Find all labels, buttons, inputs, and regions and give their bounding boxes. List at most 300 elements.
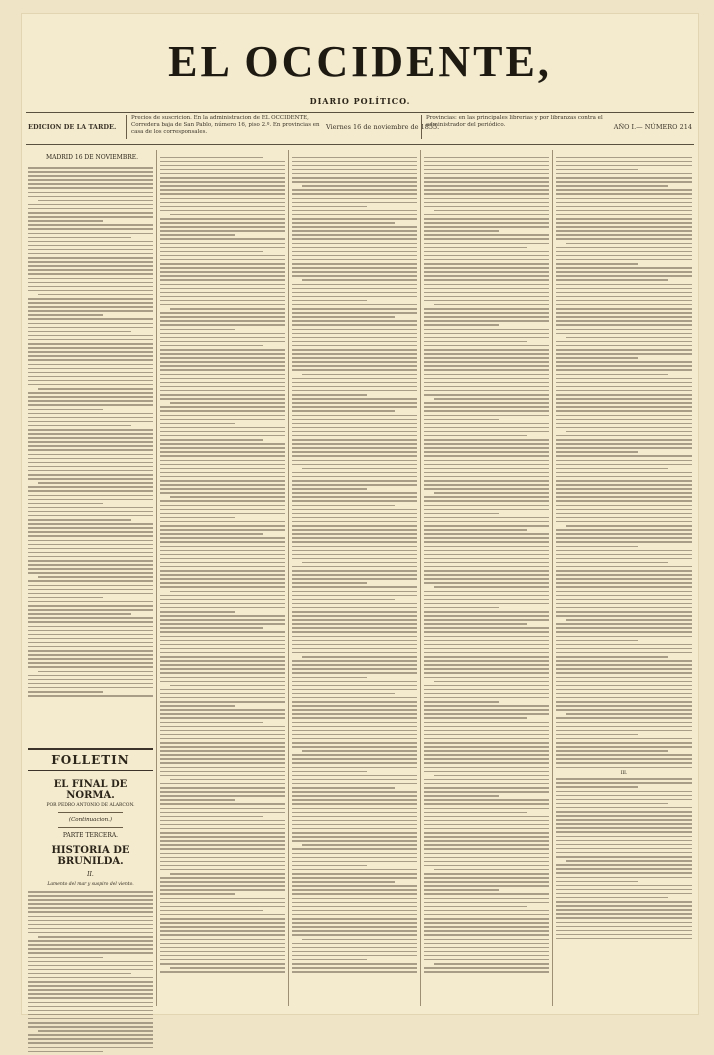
text-line bbox=[28, 1034, 153, 1036]
text-line bbox=[160, 337, 285, 339]
text-line bbox=[28, 957, 103, 959]
text-line bbox=[556, 496, 692, 498]
text-line bbox=[292, 488, 367, 490]
text-line bbox=[302, 374, 417, 376]
text-line bbox=[556, 480, 692, 482]
text-line bbox=[292, 349, 417, 351]
text-line bbox=[292, 259, 417, 261]
text-line bbox=[28, 515, 153, 517]
text-line bbox=[28, 364, 153, 366]
text-line bbox=[424, 374, 549, 376]
text-line bbox=[160, 398, 285, 400]
text-line bbox=[160, 304, 285, 306]
text-line bbox=[424, 570, 549, 572]
text-line bbox=[424, 537, 549, 539]
text-line bbox=[556, 263, 638, 265]
text-line bbox=[292, 705, 417, 707]
text-line bbox=[160, 288, 285, 290]
text-line bbox=[28, 969, 153, 971]
subscription-notice: Precios de suscricion. En la administracion de EL OCCIDENTE, Corredera baja de San Pablo, número 16, piso 2.º. En provincias en casa de los corresponsales. bbox=[126, 115, 321, 139]
text-line bbox=[292, 902, 417, 904]
text-line bbox=[556, 831, 692, 833]
text-line bbox=[292, 554, 417, 556]
text-line bbox=[160, 333, 285, 335]
text-line bbox=[556, 852, 692, 854]
text-line bbox=[28, 486, 153, 488]
text-line bbox=[292, 210, 417, 212]
text-line bbox=[160, 189, 285, 191]
text-line bbox=[556, 329, 692, 331]
text-line bbox=[424, 640, 549, 642]
text-line bbox=[424, 324, 499, 326]
text-line bbox=[160, 787, 285, 789]
text-line bbox=[292, 918, 417, 920]
text-line bbox=[28, 273, 153, 275]
text-line bbox=[160, 677, 285, 679]
text-line bbox=[424, 930, 549, 932]
text-line bbox=[292, 644, 417, 646]
text-line bbox=[292, 885, 417, 887]
text-line bbox=[28, 601, 153, 603]
text-line bbox=[424, 472, 549, 474]
text-line bbox=[556, 677, 692, 679]
text-line bbox=[424, 578, 549, 580]
text-line bbox=[424, 234, 549, 236]
text-line bbox=[160, 464, 285, 466]
text-line bbox=[160, 513, 285, 515]
text-line bbox=[28, 989, 153, 991]
text-line bbox=[434, 304, 549, 306]
text-line bbox=[292, 169, 417, 171]
text-line bbox=[292, 312, 417, 314]
article-text bbox=[556, 157, 692, 768]
text-line bbox=[556, 529, 692, 531]
text-line bbox=[556, 357, 638, 359]
text-line bbox=[28, 679, 153, 681]
text-line bbox=[424, 582, 549, 584]
text-line bbox=[292, 808, 417, 810]
text-line bbox=[160, 746, 285, 748]
text-line bbox=[160, 247, 285, 249]
text-line bbox=[160, 271, 285, 273]
text-line bbox=[556, 468, 668, 470]
text-line bbox=[556, 778, 692, 780]
text-line bbox=[424, 951, 549, 953]
text-line bbox=[556, 726, 692, 728]
text-line bbox=[160, 455, 285, 457]
text-line bbox=[28, 224, 153, 226]
text-line bbox=[292, 783, 417, 785]
folletin-part: PARTE TERCERA. bbox=[62, 832, 119, 839]
text-line bbox=[292, 234, 417, 236]
text-line bbox=[424, 419, 499, 421]
text-line bbox=[556, 464, 692, 466]
text-line bbox=[424, 525, 549, 527]
text-line bbox=[28, 421, 153, 423]
text-line bbox=[556, 345, 692, 347]
text-line bbox=[28, 932, 153, 934]
text-line bbox=[28, 952, 153, 954]
text-line bbox=[424, 693, 549, 695]
text-line bbox=[556, 566, 692, 568]
text-line bbox=[556, 868, 692, 870]
text-line bbox=[28, 531, 153, 533]
text-line bbox=[28, 220, 103, 222]
text-line bbox=[28, 503, 103, 505]
text-line bbox=[292, 578, 417, 580]
text-line bbox=[556, 836, 692, 838]
text-line bbox=[424, 157, 549, 159]
text-line bbox=[424, 386, 549, 388]
text-line bbox=[556, 251, 692, 253]
text-line bbox=[160, 722, 263, 724]
text-line bbox=[292, 570, 417, 572]
text-line bbox=[28, 192, 153, 194]
text-line bbox=[28, 237, 131, 239]
text-line bbox=[292, 967, 417, 969]
text-line bbox=[292, 230, 417, 232]
text-line bbox=[160, 672, 285, 674]
text-line bbox=[292, 296, 417, 298]
text-line bbox=[556, 288, 692, 290]
text-line bbox=[424, 439, 549, 441]
text-line bbox=[424, 177, 549, 179]
text-line bbox=[160, 758, 285, 760]
text-line bbox=[160, 165, 285, 167]
text-line bbox=[424, 955, 549, 957]
text-line bbox=[424, 877, 549, 879]
text-line bbox=[424, 627, 549, 629]
text-line bbox=[292, 726, 417, 728]
text-line bbox=[424, 779, 549, 781]
text-line bbox=[556, 901, 692, 903]
text-line bbox=[28, 1051, 103, 1053]
text-line bbox=[292, 636, 417, 638]
text-line bbox=[160, 206, 285, 208]
text-line bbox=[556, 267, 692, 269]
text-line bbox=[556, 681, 692, 683]
text-line bbox=[424, 521, 549, 523]
text-line bbox=[556, 827, 692, 829]
text-line bbox=[160, 386, 285, 388]
prices-notice: Provincias: en las principales librerías y por libranzas contra el administrador del periódico. bbox=[421, 115, 631, 139]
text-line bbox=[292, 525, 417, 527]
text-line bbox=[556, 341, 692, 343]
text-line bbox=[28, 605, 153, 607]
text-line bbox=[424, 238, 549, 240]
text-line bbox=[292, 615, 417, 617]
text-line bbox=[28, 318, 153, 320]
text-line bbox=[160, 341, 285, 343]
text-line bbox=[556, 316, 692, 318]
text-line bbox=[292, 746, 417, 748]
text-line bbox=[292, 308, 417, 310]
masthead-rule-bottom bbox=[26, 144, 694, 145]
folletin-divider bbox=[58, 812, 123, 813]
text-line bbox=[292, 607, 417, 609]
text-line bbox=[424, 480, 549, 482]
text-line bbox=[292, 304, 417, 306]
text-line bbox=[556, 652, 692, 654]
text-line bbox=[556, 615, 692, 617]
text-line bbox=[556, 259, 692, 261]
text-line bbox=[160, 255, 285, 257]
text-line bbox=[292, 271, 417, 273]
text-line bbox=[292, 251, 417, 253]
text-line bbox=[292, 447, 417, 449]
text-line bbox=[556, 656, 668, 658]
text-line bbox=[424, 562, 549, 564]
text-line bbox=[292, 275, 417, 277]
text-line bbox=[424, 316, 549, 318]
text-line bbox=[424, 349, 549, 351]
text-line bbox=[170, 591, 285, 593]
text-line bbox=[292, 955, 417, 957]
text-line bbox=[556, 349, 692, 351]
text-line bbox=[556, 390, 692, 392]
text-line bbox=[556, 247, 692, 249]
text-line bbox=[292, 161, 417, 163]
text-line bbox=[292, 963, 417, 965]
text-line bbox=[28, 306, 153, 308]
text-line bbox=[424, 906, 527, 908]
text-line bbox=[556, 922, 692, 924]
text-line bbox=[28, 409, 103, 411]
text-line bbox=[160, 791, 285, 793]
text-line bbox=[556, 758, 692, 760]
text-line bbox=[292, 541, 417, 543]
text-line bbox=[556, 476, 692, 478]
text-line bbox=[292, 668, 417, 670]
text-line bbox=[556, 864, 692, 866]
text-line bbox=[556, 484, 692, 486]
text-line bbox=[424, 689, 549, 691]
text-line bbox=[292, 832, 417, 834]
text-line bbox=[160, 881, 285, 883]
text-line bbox=[28, 511, 153, 513]
text-line bbox=[160, 668, 285, 670]
text-line bbox=[292, 517, 417, 519]
text-line bbox=[556, 648, 692, 650]
text-line bbox=[424, 885, 549, 887]
text-line bbox=[160, 775, 285, 777]
text-line bbox=[28, 466, 153, 468]
text-line bbox=[292, 689, 417, 691]
text-line bbox=[292, 857, 417, 859]
text-line bbox=[424, 795, 499, 797]
text-line bbox=[28, 372, 153, 374]
text-line bbox=[424, 509, 549, 511]
text-line bbox=[424, 222, 549, 224]
text-line bbox=[434, 775, 549, 777]
text-line bbox=[292, 218, 417, 220]
text-line bbox=[160, 664, 285, 666]
text-line bbox=[424, 517, 549, 519]
text-line bbox=[292, 640, 417, 642]
text-line bbox=[28, 916, 153, 918]
text-line bbox=[28, 891, 153, 893]
text-line bbox=[424, 189, 549, 191]
text-line bbox=[556, 550, 692, 552]
text-line bbox=[424, 415, 549, 417]
text-line bbox=[28, 499, 153, 501]
text-line bbox=[160, 345, 263, 347]
text-line bbox=[424, 910, 549, 912]
text-line bbox=[160, 689, 285, 691]
text-line bbox=[170, 779, 285, 781]
text-line bbox=[160, 541, 285, 543]
text-line bbox=[434, 398, 549, 400]
text-line bbox=[292, 877, 417, 879]
text-line bbox=[292, 943, 417, 945]
text-line bbox=[292, 222, 395, 224]
text-line bbox=[424, 357, 549, 359]
text-line bbox=[424, 529, 527, 531]
column-4 bbox=[424, 154, 549, 1006]
edition-label: EDICION DE LA TARDE. bbox=[28, 123, 117, 131]
text-line bbox=[556, 230, 692, 232]
text-line bbox=[556, 173, 692, 175]
text-line bbox=[160, 660, 285, 662]
text-line bbox=[160, 529, 285, 531]
text-line bbox=[424, 464, 549, 466]
text-line bbox=[424, 943, 549, 945]
text-line bbox=[160, 431, 285, 433]
text-line bbox=[424, 214, 549, 216]
text-line bbox=[292, 574, 417, 576]
text-line bbox=[424, 247, 527, 249]
text-line bbox=[28, 241, 153, 243]
text-line bbox=[160, 803, 285, 805]
text-line bbox=[28, 944, 153, 946]
text-line bbox=[28, 903, 153, 905]
text-line bbox=[424, 505, 549, 507]
text-line bbox=[160, 222, 285, 224]
text-line bbox=[424, 824, 549, 826]
text-line bbox=[292, 533, 417, 535]
text-line bbox=[28, 687, 153, 689]
text-line bbox=[424, 361, 549, 363]
text-line bbox=[424, 566, 549, 568]
text-line bbox=[160, 574, 285, 576]
text-line bbox=[292, 238, 417, 240]
text-line bbox=[292, 828, 417, 830]
text-line bbox=[292, 415, 417, 417]
text-line bbox=[28, 540, 153, 542]
text-line bbox=[556, 722, 692, 724]
text-line bbox=[160, 177, 285, 179]
text-line bbox=[160, 861, 285, 863]
text-line bbox=[424, 435, 527, 437]
text-line bbox=[160, 906, 285, 908]
text-line bbox=[292, 713, 417, 715]
text-line bbox=[292, 836, 417, 838]
column-divider bbox=[288, 150, 289, 1006]
text-line bbox=[292, 255, 417, 257]
text-line bbox=[28, 216, 153, 218]
text-line bbox=[160, 754, 285, 756]
text-line bbox=[160, 349, 285, 351]
text-line bbox=[160, 374, 285, 376]
text-line bbox=[28, 245, 153, 247]
text-line bbox=[424, 631, 549, 633]
text-line bbox=[160, 762, 285, 764]
text-line bbox=[556, 664, 692, 666]
text-line bbox=[424, 390, 549, 392]
text-line bbox=[292, 173, 417, 175]
text-line bbox=[292, 677, 367, 679]
text-line bbox=[424, 881, 549, 883]
text-line bbox=[28, 519, 131, 521]
text-line bbox=[292, 378, 417, 380]
text-line bbox=[160, 460, 285, 462]
text-line bbox=[28, 495, 153, 497]
text-line bbox=[424, 378, 549, 380]
text-line bbox=[424, 484, 549, 486]
text-line bbox=[160, 566, 285, 568]
text-line bbox=[556, 840, 692, 842]
text-line bbox=[160, 292, 285, 294]
text-line bbox=[556, 562, 668, 564]
text-line bbox=[160, 329, 235, 331]
text-line bbox=[292, 537, 417, 539]
text-line bbox=[424, 337, 549, 339]
text-line bbox=[292, 247, 417, 249]
text-line bbox=[556, 161, 692, 163]
text-line bbox=[160, 869, 285, 871]
text-line bbox=[160, 623, 285, 625]
text-line bbox=[556, 255, 692, 257]
masthead-subtitle: DIARIO POLÍTICO. bbox=[309, 96, 411, 106]
text-line bbox=[28, 327, 153, 329]
text-line bbox=[424, 394, 549, 396]
text-line bbox=[28, 654, 153, 656]
article-text bbox=[292, 157, 417, 973]
text-line bbox=[302, 279, 417, 281]
text-line bbox=[556, 361, 692, 363]
text-line bbox=[292, 771, 367, 773]
text-line bbox=[424, 476, 549, 478]
text-line bbox=[556, 611, 692, 613]
text-line bbox=[556, 423, 692, 425]
text-line bbox=[424, 607, 499, 609]
text-line bbox=[28, 621, 153, 623]
text-line bbox=[28, 298, 153, 300]
text-line bbox=[292, 595, 417, 597]
text-line bbox=[292, 480, 417, 482]
text-line bbox=[160, 582, 285, 584]
text-line bbox=[424, 926, 549, 928]
text-line bbox=[556, 427, 692, 429]
text-line bbox=[28, 187, 153, 189]
text-line bbox=[28, 564, 153, 566]
text-line bbox=[160, 300, 285, 302]
text-line bbox=[556, 406, 692, 408]
text-line bbox=[292, 361, 417, 363]
text-line bbox=[28, 343, 153, 345]
text-line bbox=[28, 290, 153, 292]
text-line bbox=[28, 359, 153, 361]
text-line bbox=[292, 357, 417, 359]
text-line bbox=[28, 437, 153, 439]
text-line bbox=[160, 603, 285, 605]
text-line bbox=[424, 967, 549, 969]
text-line bbox=[292, 193, 417, 195]
text-line bbox=[160, 918, 285, 920]
text-line bbox=[160, 415, 285, 417]
text-line bbox=[28, 580, 153, 582]
text-line bbox=[28, 899, 153, 901]
